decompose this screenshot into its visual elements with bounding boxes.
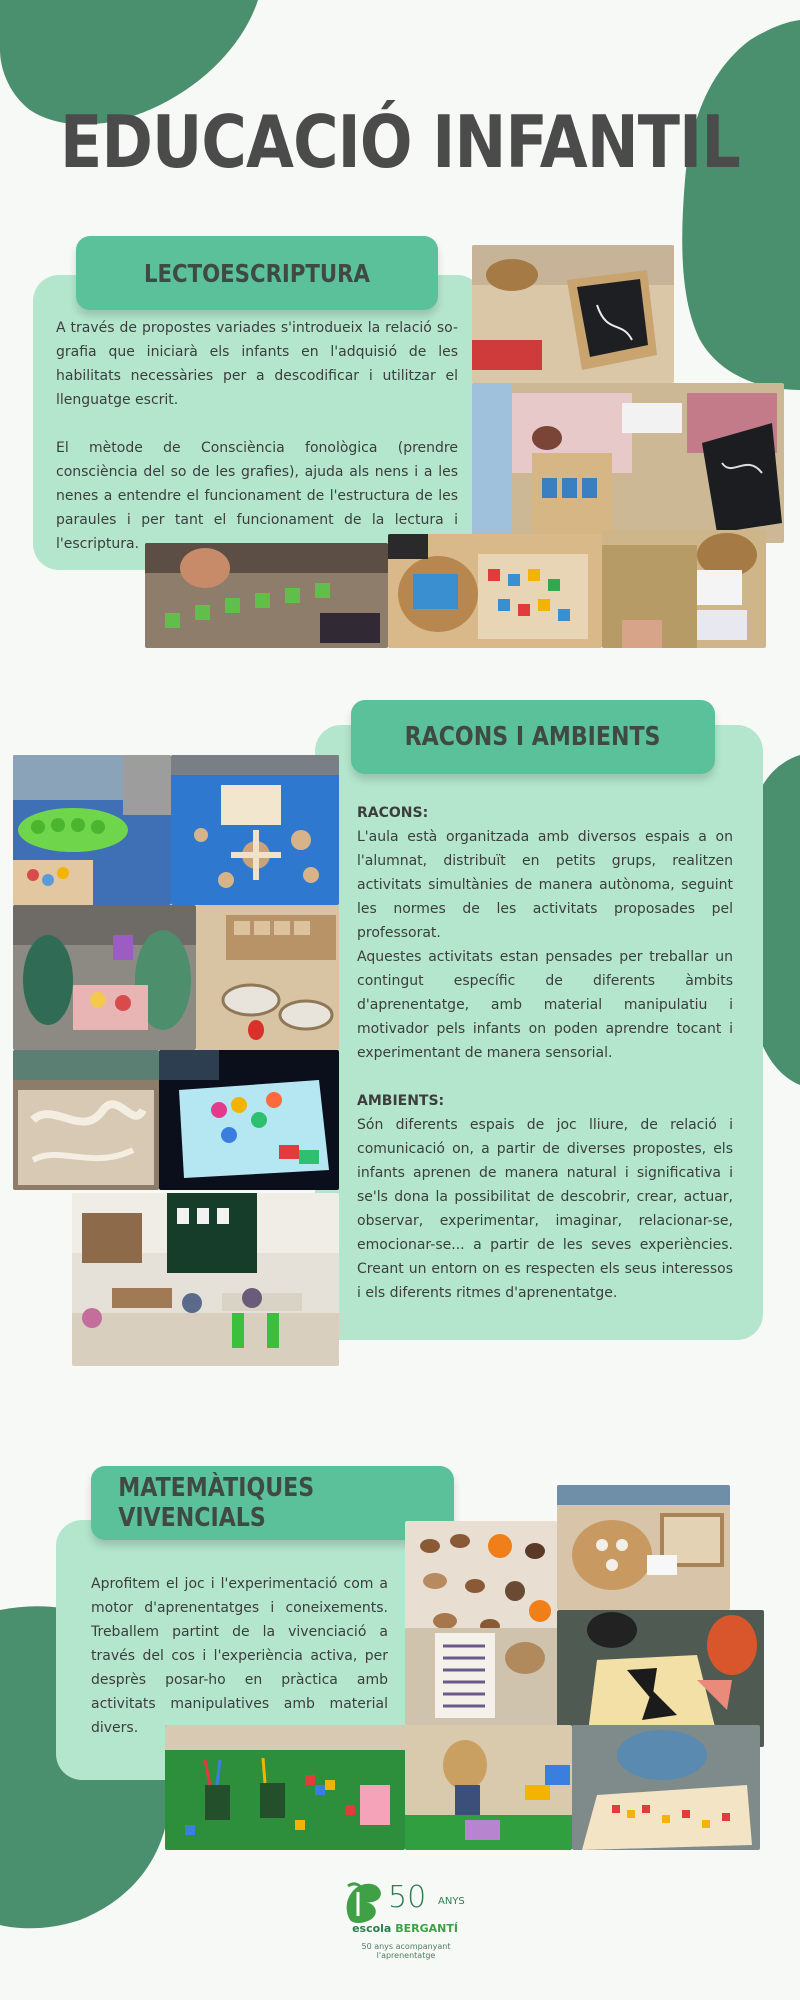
photo-number-mat <box>405 1725 572 1850</box>
logo-school-name-text: BERGANTÍ <box>395 1922 458 1935</box>
photo-sand-tray <box>13 1050 159 1190</box>
photo-grid-board <box>572 1725 760 1850</box>
lectoescriptura-text <box>56 316 458 556</box>
logo-anys: ANYS <box>438 1896 465 1907</box>
photo-wood-board <box>557 1485 730 1610</box>
school-logo <box>340 1880 470 1960</box>
logo-number: 50 <box>388 1880 427 1915</box>
photo-sand-cards <box>602 530 766 648</box>
photo-light-table <box>159 1050 339 1190</box>
matematiques-heading: MATEMÀTIQUES VIVENCIALS <box>91 1466 454 1540</box>
logo-school-prefix: escola <box>352 1922 392 1935</box>
ambients-paragraph: Són diferents espais de joc lliure, de relació i comunicació on, a partir de diverses propostes, els infants aprenen de manera natural i significativa i se'ls dona la possibilitat de descobrir, crear, actuar, observar, experimentar, imaginar, relacionar-se, emocionar-se... a partir de les seves experiències. Creant un entorn on es respecten els seus interessos i els diferents ritmes d'aprenentatge. <box>357 1117 733 1301</box>
photo-egg-tray <box>13 755 171 905</box>
ambients-label: AMBIENTS: <box>357 1093 445 1109</box>
photo-color-shapes <box>388 534 602 648</box>
lectoescriptura-paragraph-2: El mètode de Consciència fonològica (prendre consciència del so de les grafies), ajuda als nens i a les nenes a entendre el funcionament de l'estructura de les paraules i per tant el funcionament de la lectura i l'escriptura. <box>56 440 458 552</box>
lectoescriptura-heading: LECTOESCRIPTURA <box>76 236 438 310</box>
racons-paragraph-2: Aquestes activitats estan pensades per treballar un contingut específic de diferents àmbits d'aprenentatge, amb material manipulatiu i motivador pels infants on poden aprendre tocant i experimentant de manera sensorial. <box>357 949 733 1061</box>
lectoescriptura-paragraph-1: A través de propostes variades s'introdueix la relació so-grafia que iniciarà els infants en l'adquisió de les habilitats necessàries per a descodificar i utilitzar el llenguatge escrit. <box>56 320 458 408</box>
logo-school-name <box>340 1922 470 1935</box>
photo-sorting-trays <box>196 905 339 1050</box>
logo-b-mark-icon <box>340 1880 386 1924</box>
page-title: EDUCACIÓ INFANTIL <box>60 100 740 184</box>
photo-wood-blocks <box>171 755 339 905</box>
photo-chalkboard-tray <box>472 245 674 383</box>
photo-colored-cubes <box>165 1725 405 1850</box>
racons-paragraph-1: L'aula està organitzada amb diversos espais a on l'alumnat, distribuït en petits grups, realitzen activitats simultànies de manera autònoma, seguint les normes de les activitats proposades pel professorat. <box>357 829 733 941</box>
photo-letter-cards <box>472 383 784 543</box>
matematiques-text <box>91 1572 388 1740</box>
racons-heading: RACONS I AMBIENTS <box>351 700 715 774</box>
matematiques-paragraph: Aprofitem el joc i l'experimentació com a motor d'aprenentatges i coneixements. Treballem partint de la vivenciació a través del cos i l'experiència activa, per desprès posar-ho en pràctica amb activitats manipulatives amb material divers. <box>91 1576 388 1736</box>
photo-number-chart <box>405 1628 558 1725</box>
logo-tagline: 50 anys acompanyant l'aprenentatge <box>361 1942 451 1960</box>
top-right-blob <box>680 20 800 390</box>
photo-classroom <box>72 1193 339 1366</box>
racons-text <box>357 801 733 1305</box>
photo-kids-table <box>13 905 196 1050</box>
racons-label: RACONS: <box>357 805 429 821</box>
photo-floor-letters <box>145 543 388 648</box>
